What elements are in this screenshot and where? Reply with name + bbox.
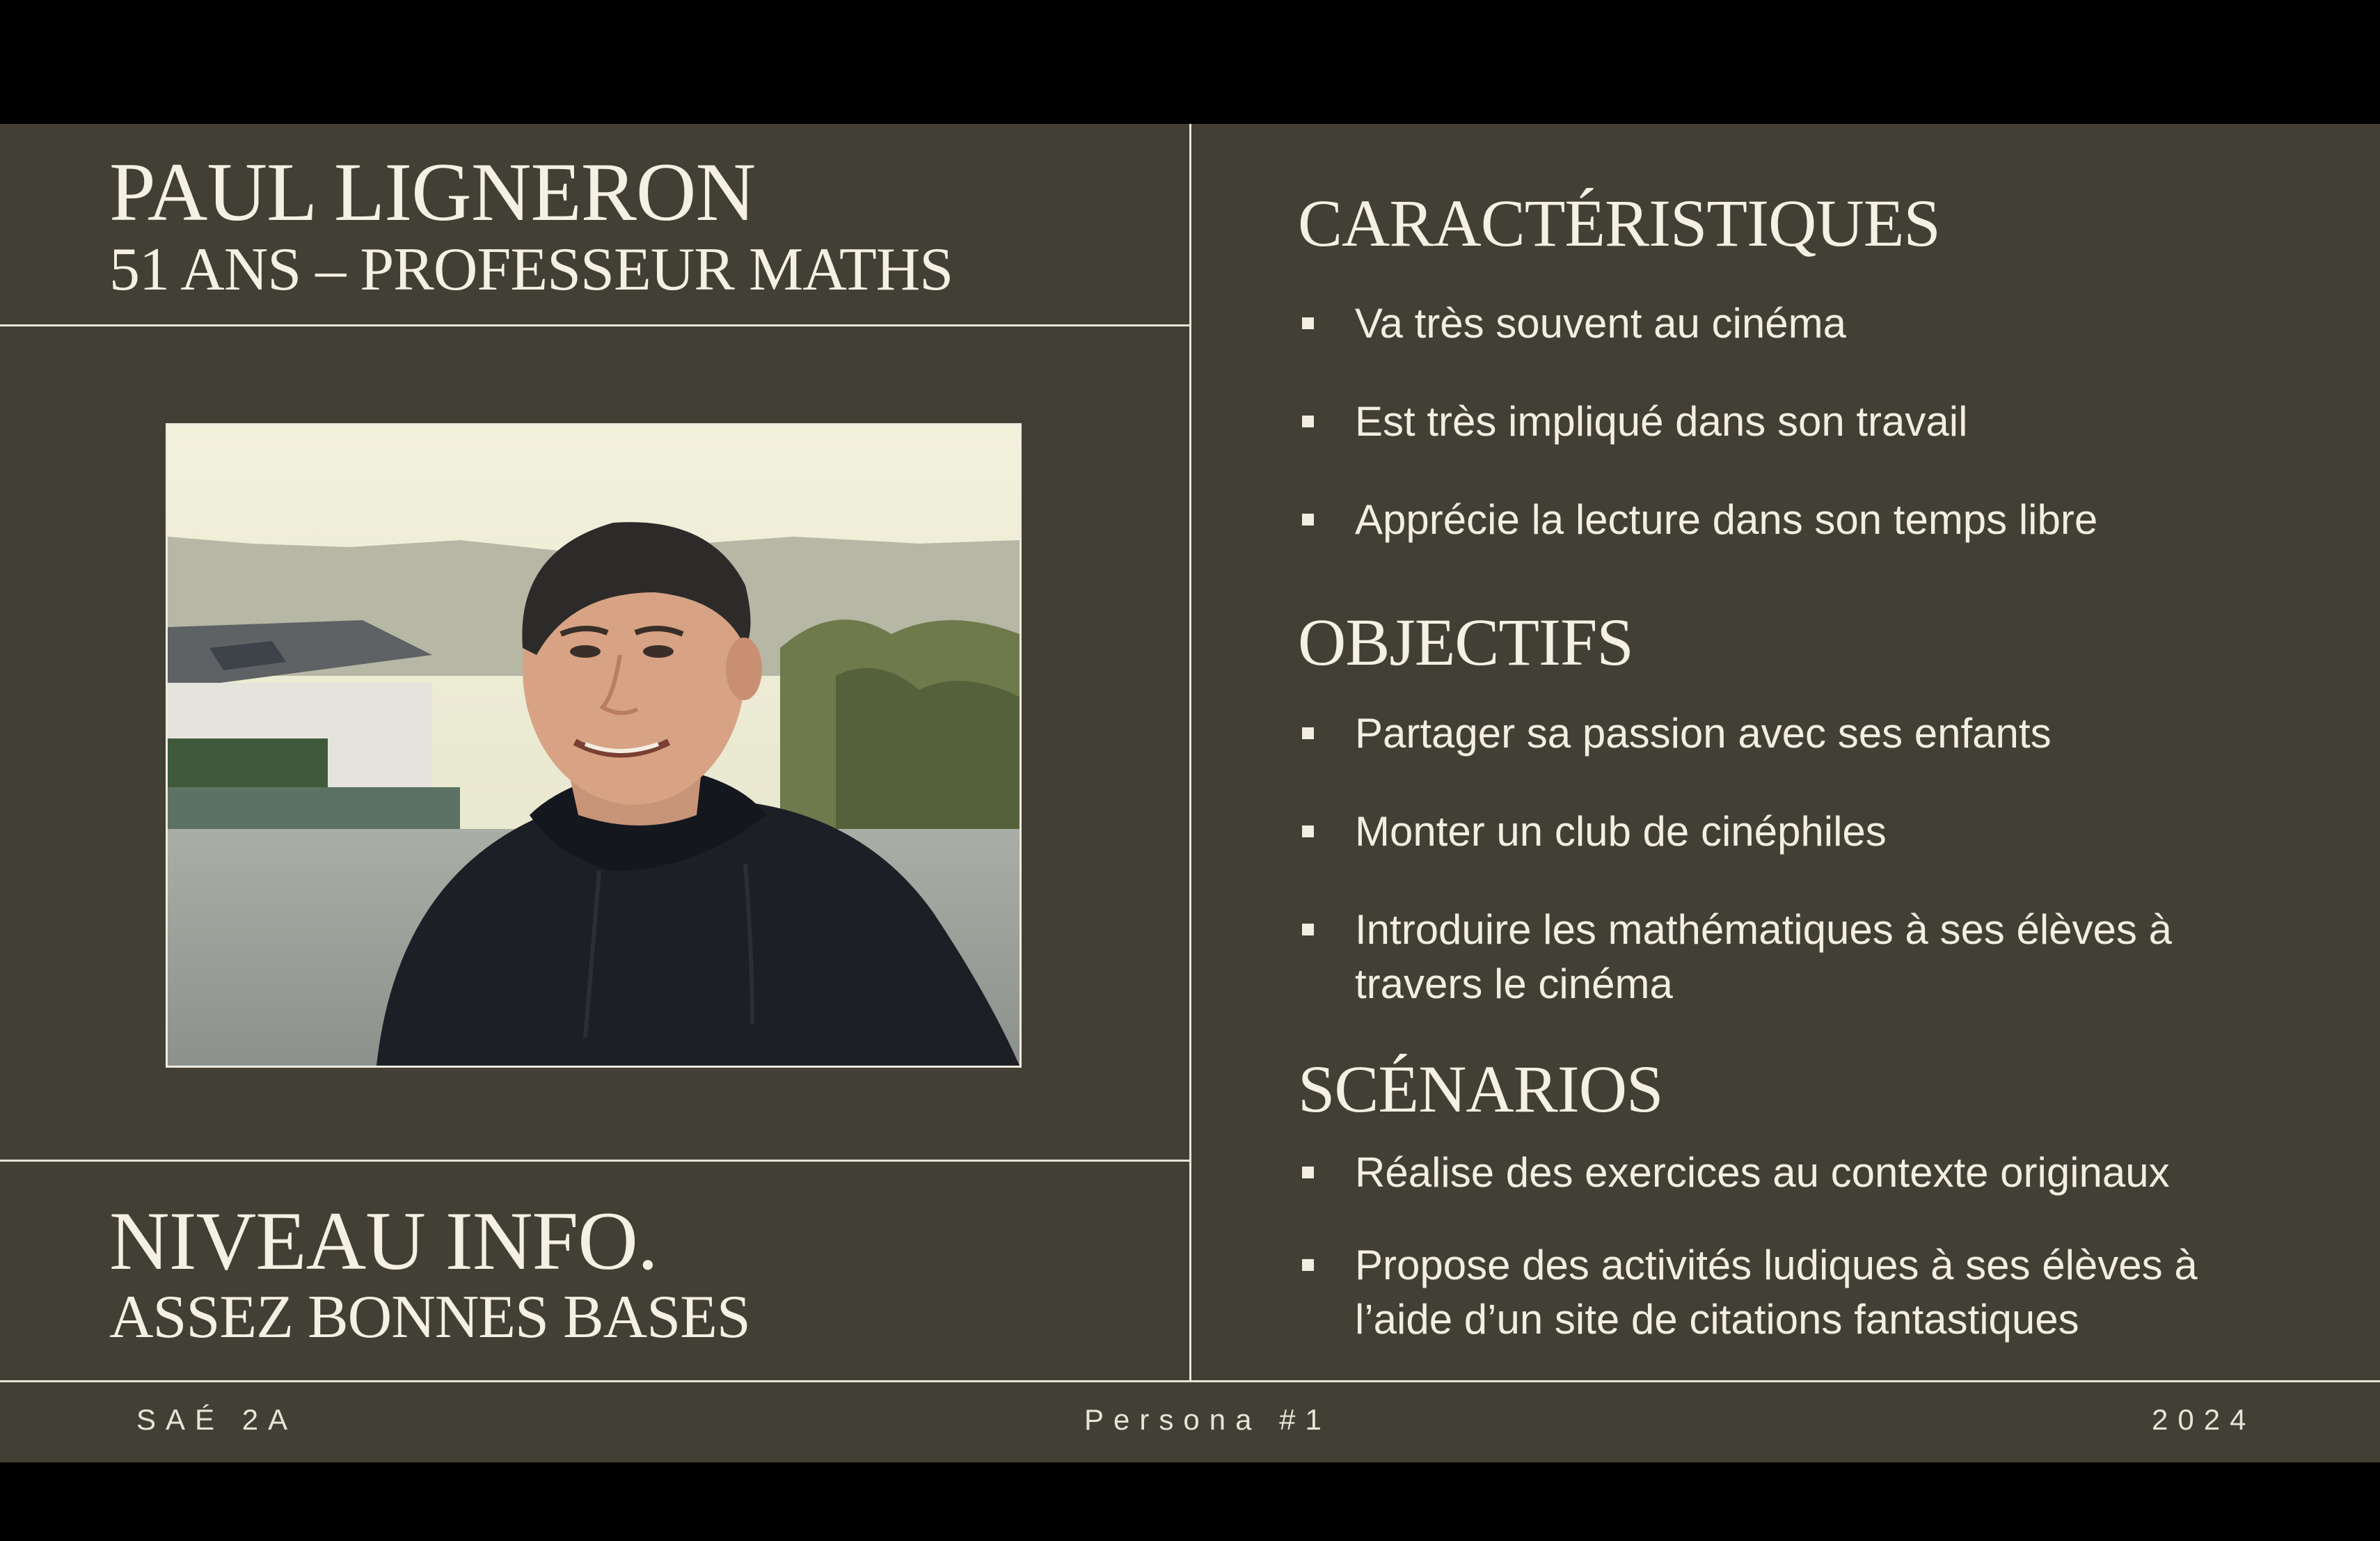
square-bullet-icon xyxy=(1302,924,1314,935)
square-bullet-icon xyxy=(1302,727,1314,739)
square-bullet-icon xyxy=(1302,514,1314,525)
list-item: Introduire les mathématiques à ses élèves à travers le cinéma xyxy=(1298,903,2300,1011)
list-item: Monter un club de cinéphiles xyxy=(1298,805,2300,859)
persona-subtitle: 51 ANS – PROFESSEUR MATHS xyxy=(109,236,953,303)
footer-left: SAÉ 2A xyxy=(136,1403,298,1436)
square-bullet-icon xyxy=(1302,825,1314,837)
square-bullet-icon xyxy=(1302,416,1314,427)
list-item: Réalise des exercices au contexte originaux xyxy=(1298,1146,2300,1200)
list-item: Va très souvent au cinéma xyxy=(1298,297,2300,351)
footer-center: Persona #1 xyxy=(1084,1403,1331,1436)
niveau-heading: NIVEAU INFO. xyxy=(109,1194,658,1287)
list-scenarios xyxy=(1298,1146,2300,1347)
square-bullet-icon xyxy=(1302,317,1314,329)
section-title-scenarios: SCÉNARIOS xyxy=(1298,1052,1663,1126)
list-caracteristiques xyxy=(1298,297,2300,547)
section-title-objectifs: OBJECTIFS xyxy=(1298,605,1633,679)
square-bullet-icon xyxy=(1302,1259,1314,1271)
list-item: Propose des activités ludiques à ses élèves à l’aide d’un site de citations fantastiques xyxy=(1298,1238,2300,1347)
footer-right: 2024 xyxy=(2152,1403,2256,1436)
footer-divider xyxy=(0,1380,2380,1382)
header-divider xyxy=(0,324,1189,326)
list-item: Est très impliqué dans son travail xyxy=(1298,395,2300,449)
persona-photo xyxy=(166,423,1022,1068)
persona-slide xyxy=(0,124,2380,1462)
vertical-divider xyxy=(1189,124,1191,1382)
niveau-value: ASSEZ BONNES BASES xyxy=(109,1283,750,1351)
list-objectifs xyxy=(1298,706,2300,1011)
section-title-caracteristiques: CARACTÉRISTIQUES xyxy=(1298,186,1940,260)
niveau-divider xyxy=(0,1160,1189,1162)
portrait-photo-icon xyxy=(168,425,1020,1066)
list-item: Apprécie la lecture dans son temps libre xyxy=(1298,493,2300,547)
persona-name: PAUL LIGNERON xyxy=(109,145,756,238)
list-item: Partager sa passion avec ses enfants xyxy=(1298,706,2300,761)
square-bullet-icon xyxy=(1302,1167,1314,1178)
